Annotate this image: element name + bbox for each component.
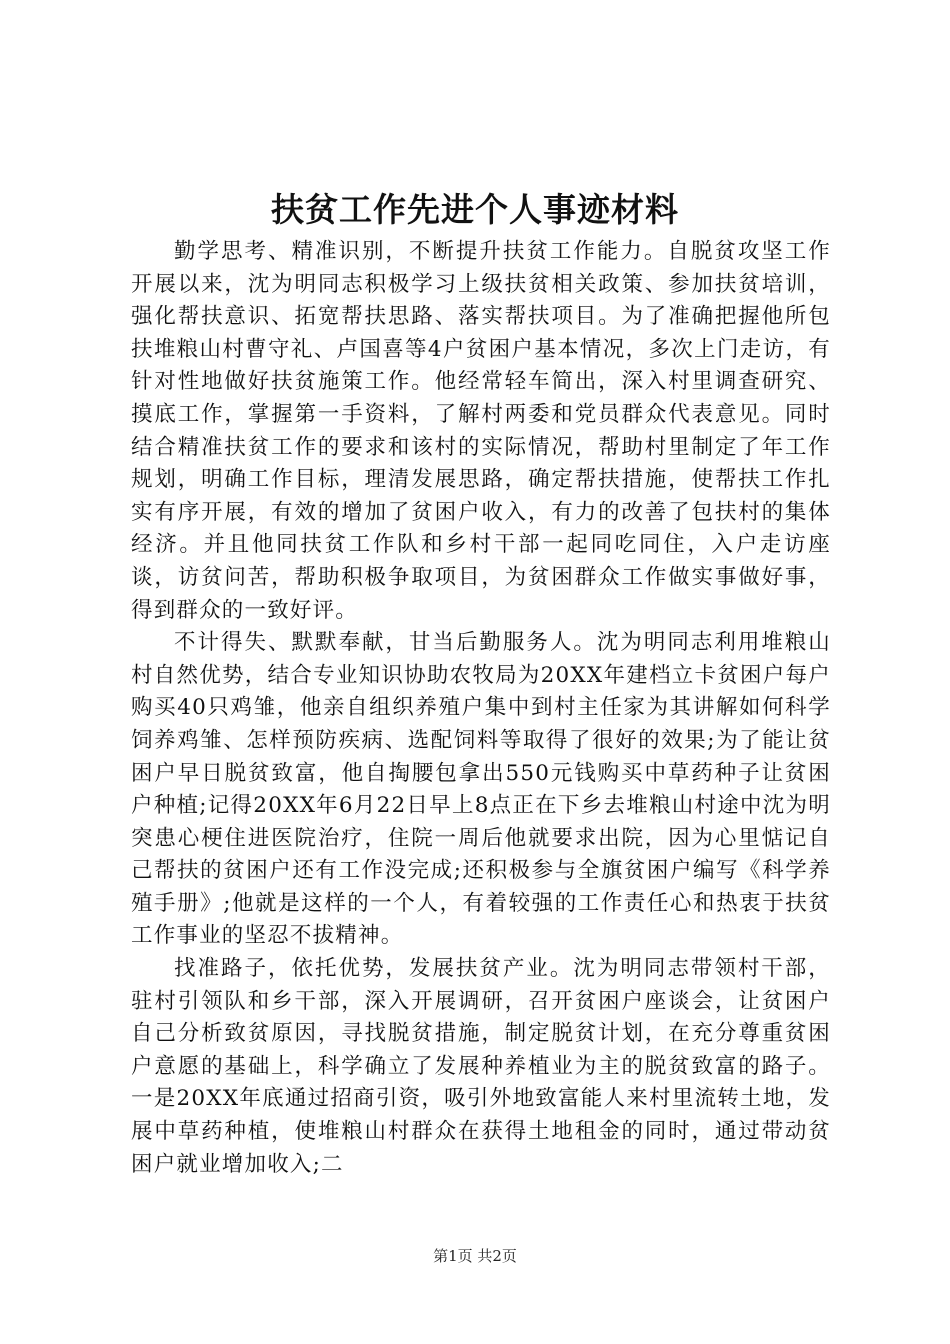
paragraph-3: 找准路子，依托优势，发展扶贫产业。沈为明同志带领村干部，驻村引领队和乡干部，深入开展调研，召开贫困户座谈会，让贫困户自己分析致贫原因，寻找脱贫措施，制定脱贫计划，在充分尊重贫困户意愿的基础上，科学确立了发展种养植业为主的脱贫致富的路子。一是20XX年底通过招商引资，吸引外地致富能人来村里流转土地，发展中草药种植，使堆粮山村群众在获得土地租金的同时，通过带动贫困户就业增加收入;二: [131, 956, 831, 1177]
paragraph-2: 不计得失、默默奉献，甘当后勤服务人。沈为明同志利用堆粮山村自然优势，结合专业知识协助农牧局为20XX年建档立卡贫困户每户购买40只鸡雏，他亲自组织养殖户集中到村主任家为其讲解如何科学饲养鸡雏、怎样预防疾病、选配饲料等取得了很好的效果;为了能让贫困户早日脱贫致富，他自掏腰包拿出550元钱购买中草药种子让贫困户种植;记得20XX年6月22日早上8点正在下乡去堆粮山村途中沈为明突患心梗住进医院治疗，住院一周后他就要求出院，因为心里惦记自己帮扶的贫困户还有工作没完成;还积极参与全旗贫困户编写《科学养殖手册》;他就是这样的一个人，有着较强的工作责任心和热衷于扶贫工作事业的坚忍不拔精神。: [131, 630, 831, 949]
document-body: [131, 236, 831, 1181]
paragraph-1: 勤学思考、精准识别，不断提升扶贫工作能力。自脱贫攻坚工作开展以来，沈为明同志积极学习上级扶贫相关政策、参加扶贫培训，强化帮扶意识、拓宽帮扶思路、落实帮扶项目。为了准确把握他所包扶堆粮山村曹守礼、卢国喜等4户贫困户基本情况，多次上门走访，有针对性地做好扶贫施策工作。他经常轻车简出，深入村里调查研究、摸底工作，掌握第一手资料，了解村两委和党员群众代表意见。同时结合精准扶贫工作的要求和该村的实际情况，帮助村里制定了年工作规划，明确工作目标，理清发展思路，确定帮扶措施，使帮扶工作扎实有序开展，有效的增加了贫困户收入，有力的改善了包扶村的集体经济。并且他同扶贫工作队和乡村干部一起同吃同住，入户走访座谈，访贫问苦，帮助积极争取项目，为贫困群众工作做实事做好事，得到群众的一致好评。: [131, 239, 831, 623]
page-footer: 第1页 共2页: [433, 1247, 517, 1265]
document-title: 扶贫工作先进个人事迹材料: [271, 190, 679, 229]
